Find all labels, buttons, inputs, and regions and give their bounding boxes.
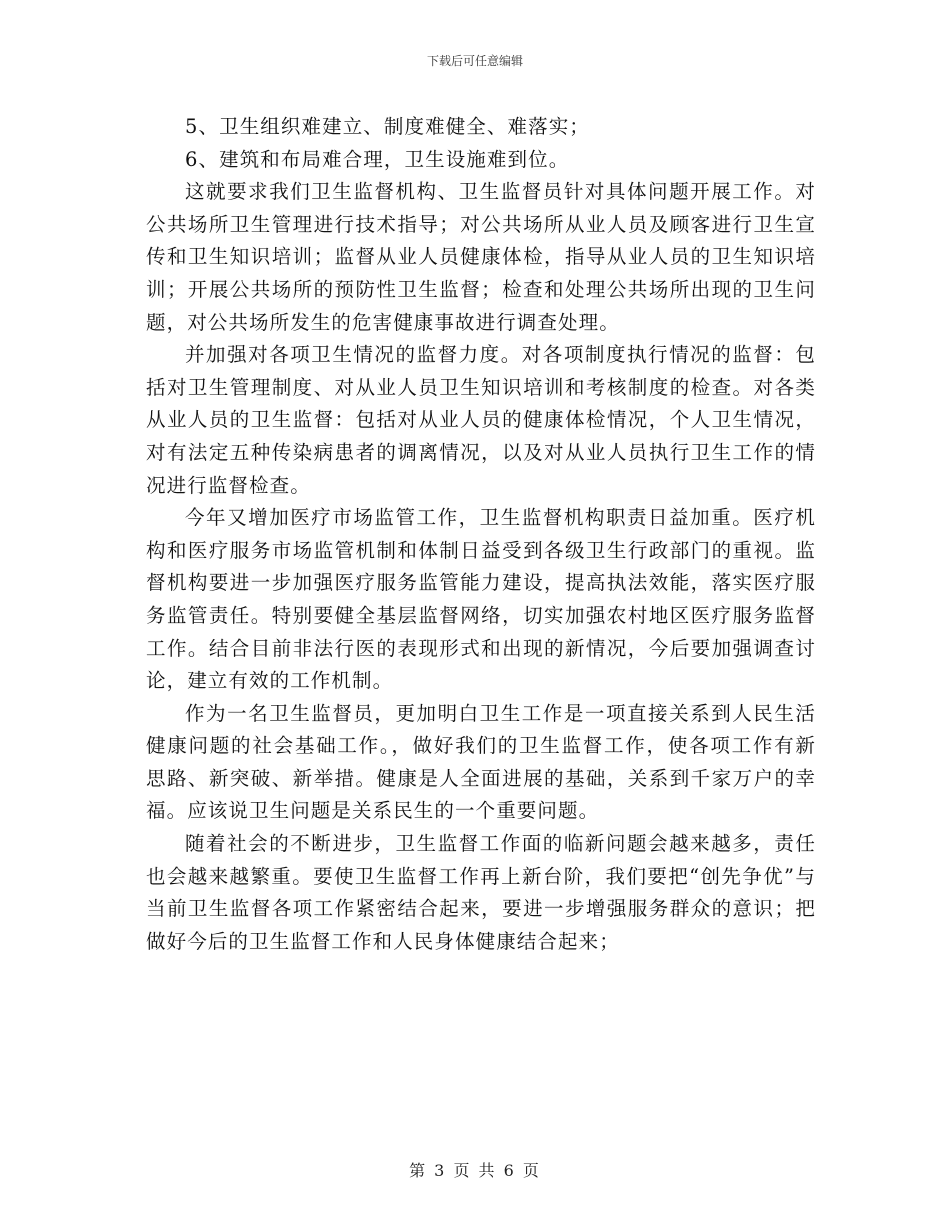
paragraph-supervision: 并加强对各项卫生情况的监督力度。对各项制度执行情况的监督：包括对卫生管理制度、对从业人员卫生知识培训和考核制度的检查。对各类从业人员的卫生监督：包括对从业人员的健康体检情况，个人卫生情况，对有法定五种传染病患者的调离情况，以及对从业人员执行卫生工作的情况进行监督检查。 bbox=[146, 343, 816, 497]
paragraph-social-progress: 随着社会的不断进步，卫生监督工作面的临新问题会越来越多，责任也会越来越繁重。要使卫生监督工作再上新台阶，我们要把“创先争优”与当前卫生监督各项工作紧密结合起来，要进一步增强服务群众的意识；把做好今后的卫生监督工作和人民身体健康结合起来； bbox=[146, 832, 816, 953]
paragraph-item-5: 5、卫生组织难建立、制度难健全、难落实； bbox=[185, 115, 590, 138]
paragraph-item-6: 6、建筑和布局难合理，卫生设施难到位。 bbox=[185, 147, 570, 171]
paragraph-requirements: 这就要求我们卫生监督机构、卫生监督员针对具体问题开展工作。对公共场所卫生管理进行技术指导；对公共场所从业人员及顾客进行卫生宣传和卫生知识培训；监督从业人员健康体检，指导从业人员的卫生知识培训；开展公共场所的预防性卫生监督；检查和处理公共场所出现的卫生问题，对公共场所发生的危害健康事故进行调查处理。 bbox=[146, 180, 816, 334]
paragraph-medical-market: 今年又增加医疗市场监管工作，卫生监督机构职责日益加重。医疗机构和医疗服务市场监管机制和体制日益受到各级卫生行政部门的重视。监督机构要进一步加强医疗服务监管能力建设，提高执法效能，落实医疗服务监管责任。特别要健全基层监督网络，切实加强农村地区医疗服务监督工作。结合目前非法行医的表现形式和出现的新情况，今后要加强调查讨论，建立有效的工作机制。 bbox=[146, 506, 816, 693]
document-body bbox=[146, 111, 816, 958]
page-footer: 第 3 页 共 6 页 bbox=[409, 1161, 541, 1180]
page-header: 下载后可任意编辑 bbox=[426, 54, 523, 68]
paragraph-inspector-role: 作为一名卫生监督员，更加明白卫生工作是一项直接关系到人民生活健康问题的社会基础工作。，做好我们的卫生监督工作，使各项工作有新思路、新突破、新举措。健康是人全面进展的基础，关系到千家万户的幸福。应该说卫生问题是关系民生的一个重要问题。 bbox=[146, 701, 816, 823]
